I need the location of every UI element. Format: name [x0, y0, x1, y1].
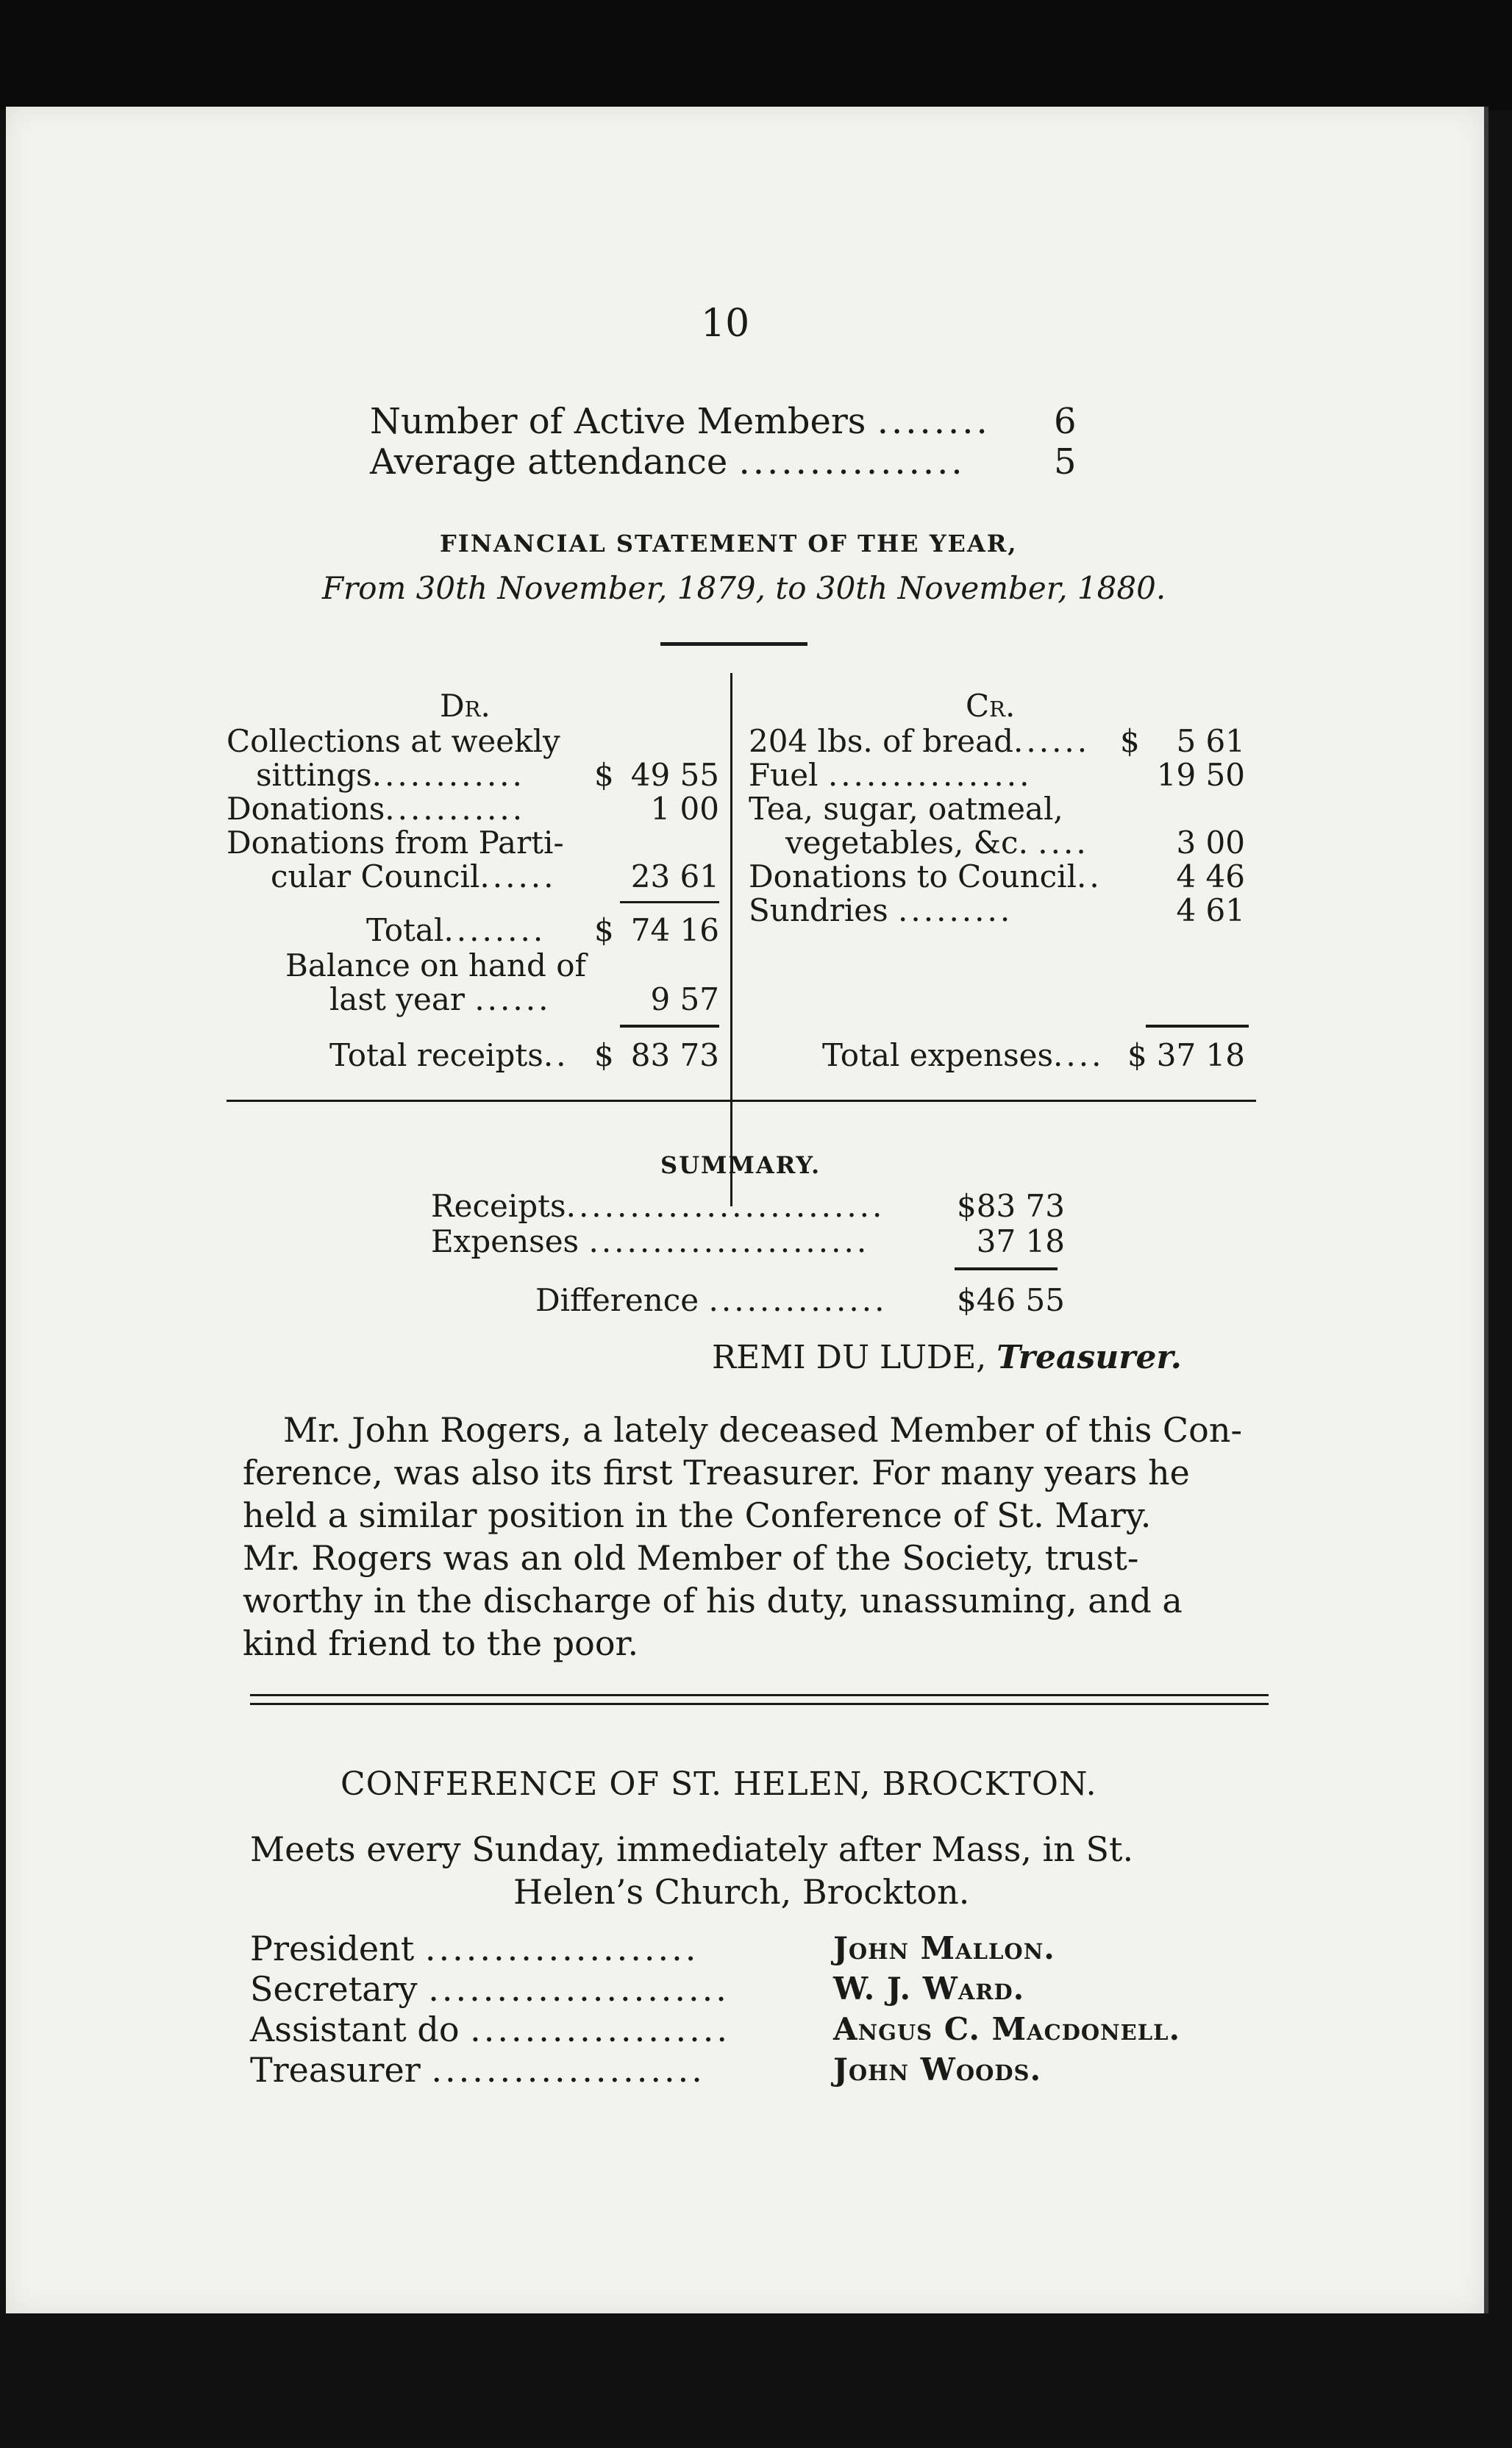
debit-row-donations: Donations...........	[227, 791, 526, 827]
officer-name-president: John Mallon.	[833, 1930, 1055, 1966]
summary-row-difference: Difference ..............	[535, 1282, 888, 1318]
active-members-dots: ........	[877, 401, 991, 442]
credit-fuel-amount: 19 50	[1156, 757, 1245, 793]
debit-header: Dr.	[440, 688, 491, 724]
debit-sittings-dollar: $	[594, 757, 614, 793]
ledger-bottom-rule	[227, 1100, 1256, 1102]
credit-header: Cr.	[966, 688, 1016, 724]
officer-row-president: President ....................	[250, 1929, 699, 1968]
officer-row-treasurer: Treasurer ....................	[250, 2050, 705, 2090]
conference-meets-line-2: Helen’s Church, Brockton.	[513, 1872, 970, 1912]
debit-receipts-dollar: $	[594, 1037, 614, 1073]
debit-subtotal-rule	[620, 901, 719, 903]
active-members-row	[370, 401, 991, 442]
debit-row-collections: Collections at weekly	[227, 723, 560, 759]
summary-heading: SUMMARY.	[660, 1151, 821, 1179]
debit-receipts-amount: 83 73	[630, 1037, 719, 1073]
credit-sundries-amount: 4 61	[1176, 892, 1245, 928]
document-page	[6, 107, 1488, 2313]
credit-bread-amount: 5 61	[1176, 723, 1245, 759]
debit-sittings-amount: 49 55	[630, 757, 719, 793]
debit-row-total-receipts: Total receipts..	[329, 1037, 569, 1073]
debit-row-sittings: sittings............	[256, 757, 525, 793]
officer-name-secretary: W. J. Ward.	[833, 1971, 1025, 2007]
summary-row-receipts: Receipts.........................	[431, 1188, 885, 1224]
average-attendance-value: 5	[1054, 441, 1077, 483]
memorial-line: ference, was also its first Treasurer. For many years he	[243, 1453, 1190, 1492]
credit-total-rule	[1146, 1025, 1249, 1028]
average-attendance-row	[370, 441, 966, 483]
debit-balance-amount: 9 57	[650, 981, 719, 1017]
credit-row-tea: Tea, sugar, oatmeal,	[749, 791, 1063, 827]
memorial-line: Mr. John Rogers, a lately deceased Member of this Con-	[283, 1410, 1242, 1450]
debit-row-total: Total........	[366, 912, 546, 948]
debit-donations-amount: 1 00	[650, 791, 719, 827]
average-attendance-dots: ................	[738, 441, 966, 483]
officer-name-assistant: Angus C. Macdonell.	[833, 2011, 1181, 2047]
active-members-value: 6	[1054, 401, 1077, 442]
section-double-rule-top	[250, 1694, 1269, 1696]
officer-role: Secretary	[250, 1969, 418, 2009]
statement-heading: FINANCIAL STATEMENT OF THE YEAR,	[440, 530, 1018, 558]
debit-row-balance: Balance on hand of	[285, 947, 587, 983]
conference-title: CONFERENCE OF ST. HELEN, BROCKTON.	[340, 1765, 1097, 1803]
officer-name-treasurer: John Woods.	[833, 2052, 1042, 2088]
credit-expenses-amount: 37 18	[1156, 1037, 1245, 1073]
debit-total-amount: 74 16	[630, 912, 719, 948]
summary-expenses-amount: 37 18	[976, 1223, 1065, 1259]
officer-row-assistant: Assistant do ...................	[250, 2010, 730, 2049]
credit-row-bread: 204 lbs. of bread......	[749, 723, 1091, 759]
heading-rule	[660, 642, 807, 646]
debit-total-rule	[620, 1025, 719, 1028]
summary-rule	[955, 1267, 1058, 1270]
conference-meets-line-1: Meets every Sunday, immediately after Mass, in St.	[250, 1829, 1134, 1869]
debit-total-dollar: $	[594, 912, 614, 948]
credit-donations-council-amount: 4 46	[1176, 858, 1245, 894]
debit-council-amount: 23 61	[630, 858, 719, 894]
credit-row-donations-council: Donations to Council..	[749, 858, 1102, 894]
officer-role: Assistant do	[250, 2010, 460, 2049]
ledger-divider	[730, 673, 732, 1206]
credit-row-total-expenses: Total expenses....	[822, 1037, 1105, 1073]
average-attendance-label: Average attendance	[370, 441, 728, 483]
scan-background	[0, 0, 1512, 110]
statement-period: From 30th November, 1879, to 30th November, 1880.	[322, 570, 1166, 606]
credit-row-fuel: Fuel ................	[749, 757, 1033, 793]
credit-vegetables-amount: 3 00	[1176, 825, 1245, 861]
officer-row-secretary: Secretary ......................	[250, 1969, 730, 2009]
credit-row-vegetables: vegetables, &c. ....	[785, 825, 1089, 861]
section-double-rule-bottom	[250, 1703, 1269, 1705]
treasurer-signature: REMI DU LUDE, Treasurer.	[712, 1339, 1182, 1376]
credit-bread-dollar: $	[1120, 723, 1140, 759]
summary-row-expenses: Expenses ......................	[431, 1223, 870, 1259]
memorial-line: Mr. Rogers was an old Member of the Society, trust-	[243, 1538, 1139, 1578]
debit-row-particular: Donations from Parti-	[227, 825, 564, 861]
memorial-line: worthy in the discharge of his duty, unassuming, and a	[243, 1581, 1183, 1620]
summary-difference-amount: $46 55	[957, 1282, 1065, 1318]
debit-row-council: cular Council......	[271, 858, 557, 894]
memorial-line: held a similar position in the Conference of St. Mary.	[243, 1495, 1152, 1535]
credit-row-sundries: Sundries .........	[749, 892, 1013, 928]
officer-role: Treasurer	[250, 2050, 421, 2090]
memorial-line: kind friend to the poor.	[243, 1623, 639, 1663]
credit-expenses-dollar: $	[1127, 1037, 1147, 1073]
page-number: 10	[701, 302, 750, 346]
summary-receipts-amount: $83 73	[957, 1188, 1065, 1224]
active-members-label: Number of Active Members	[370, 401, 866, 442]
debit-row-last-year: last year ......	[329, 981, 552, 1017]
officer-role: President	[250, 1929, 415, 1968]
memorial-paragraph	[243, 1409, 1265, 1665]
